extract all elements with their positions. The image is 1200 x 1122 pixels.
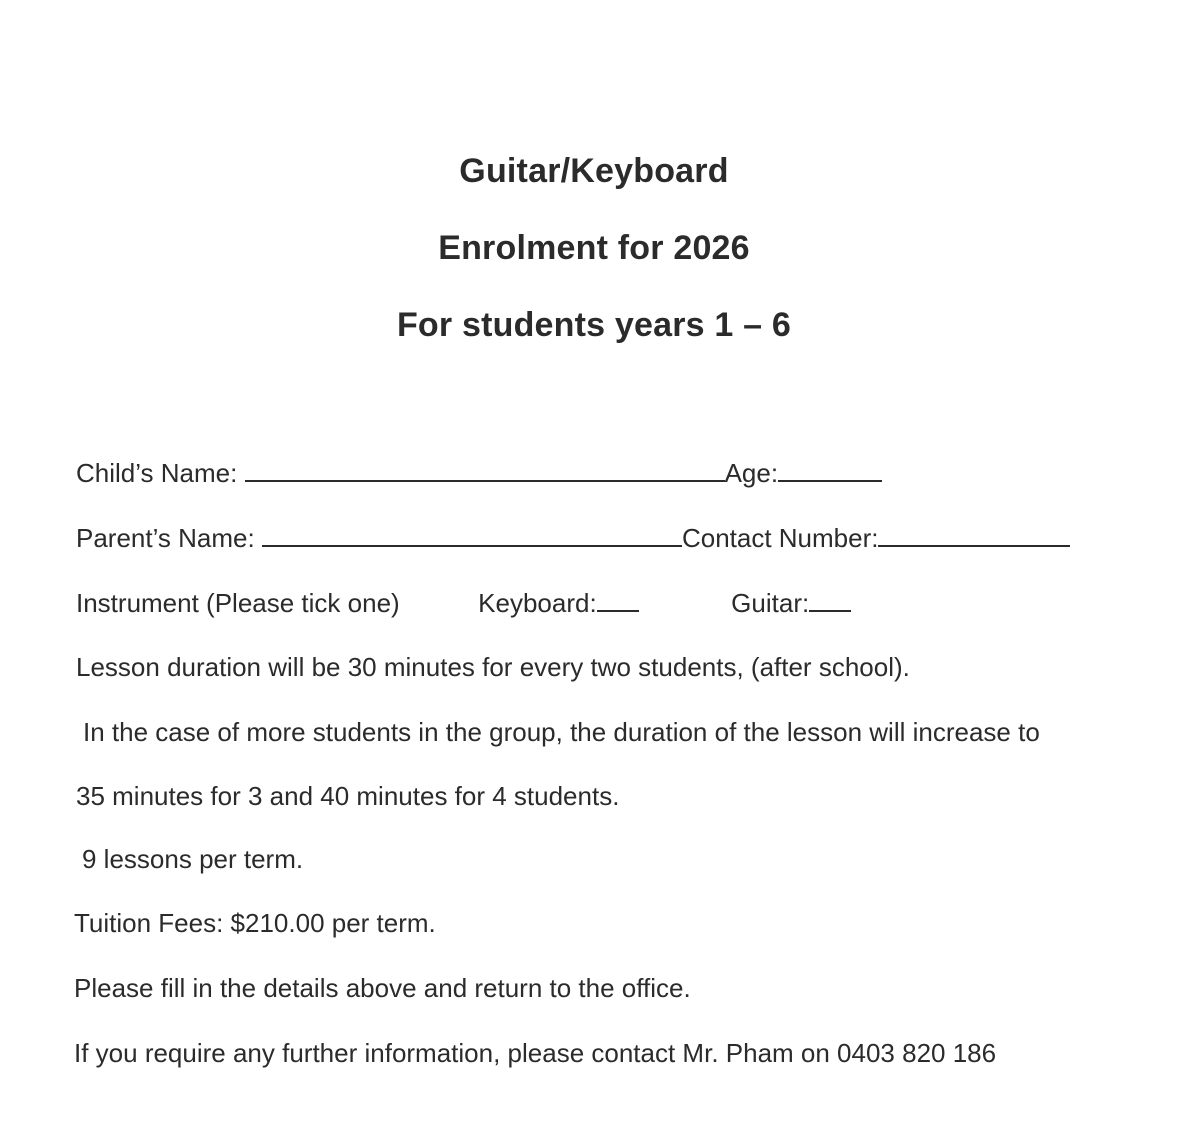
title-enrolment-year: Enrolment for 2026 (438, 229, 750, 267)
contact-number-field[interactable] (878, 523, 1070, 547)
group-duration-text-1: In the case of more students in the group, the duration of the lesson will increase to (83, 717, 1040, 747)
child-name-label: Child’s Name: (76, 458, 238, 488)
guitar-tick-field[interactable] (809, 588, 851, 612)
keyboard-tick-field[interactable] (597, 588, 639, 612)
lesson-duration-text: Lesson duration will be 30 minutes for every two students, (after school). (76, 652, 910, 682)
title-instrument: Guitar/Keyboard (459, 152, 729, 190)
lessons-per-term-text: 9 lessons per term. (82, 844, 304, 874)
title-student-years: For students years 1 – 6 (396, 306, 792, 344)
tuition-fees-text: Tuition Fees: $210.00 per term. (74, 908, 436, 938)
group-duration-text-2: 35 minutes for 3 and 40 minutes for 4 students. (76, 781, 620, 811)
instrument-row (76, 588, 851, 619)
return-instructions-text: Please fill in the details above and return to the office. (74, 973, 691, 1003)
child-name-field[interactable] (245, 458, 725, 482)
parent-name-row (76, 523, 1070, 554)
guitar-label: Guitar: (731, 588, 810, 618)
parent-name-label: Parent’s Name: (76, 523, 255, 553)
child-name-row (76, 458, 882, 489)
contact-number-label: Contact Number: (681, 523, 879, 553)
keyboard-label: Keyboard: (478, 588, 597, 618)
age-label: Age: (724, 458, 779, 488)
age-field[interactable] (778, 458, 882, 482)
contact-info-text: If you require any further information, please contact Mr. Pham on 0403 820 186 (74, 1038, 997, 1068)
instrument-label: Instrument (Please tick one) (76, 588, 400, 618)
parent-name-field[interactable] (262, 523, 682, 547)
